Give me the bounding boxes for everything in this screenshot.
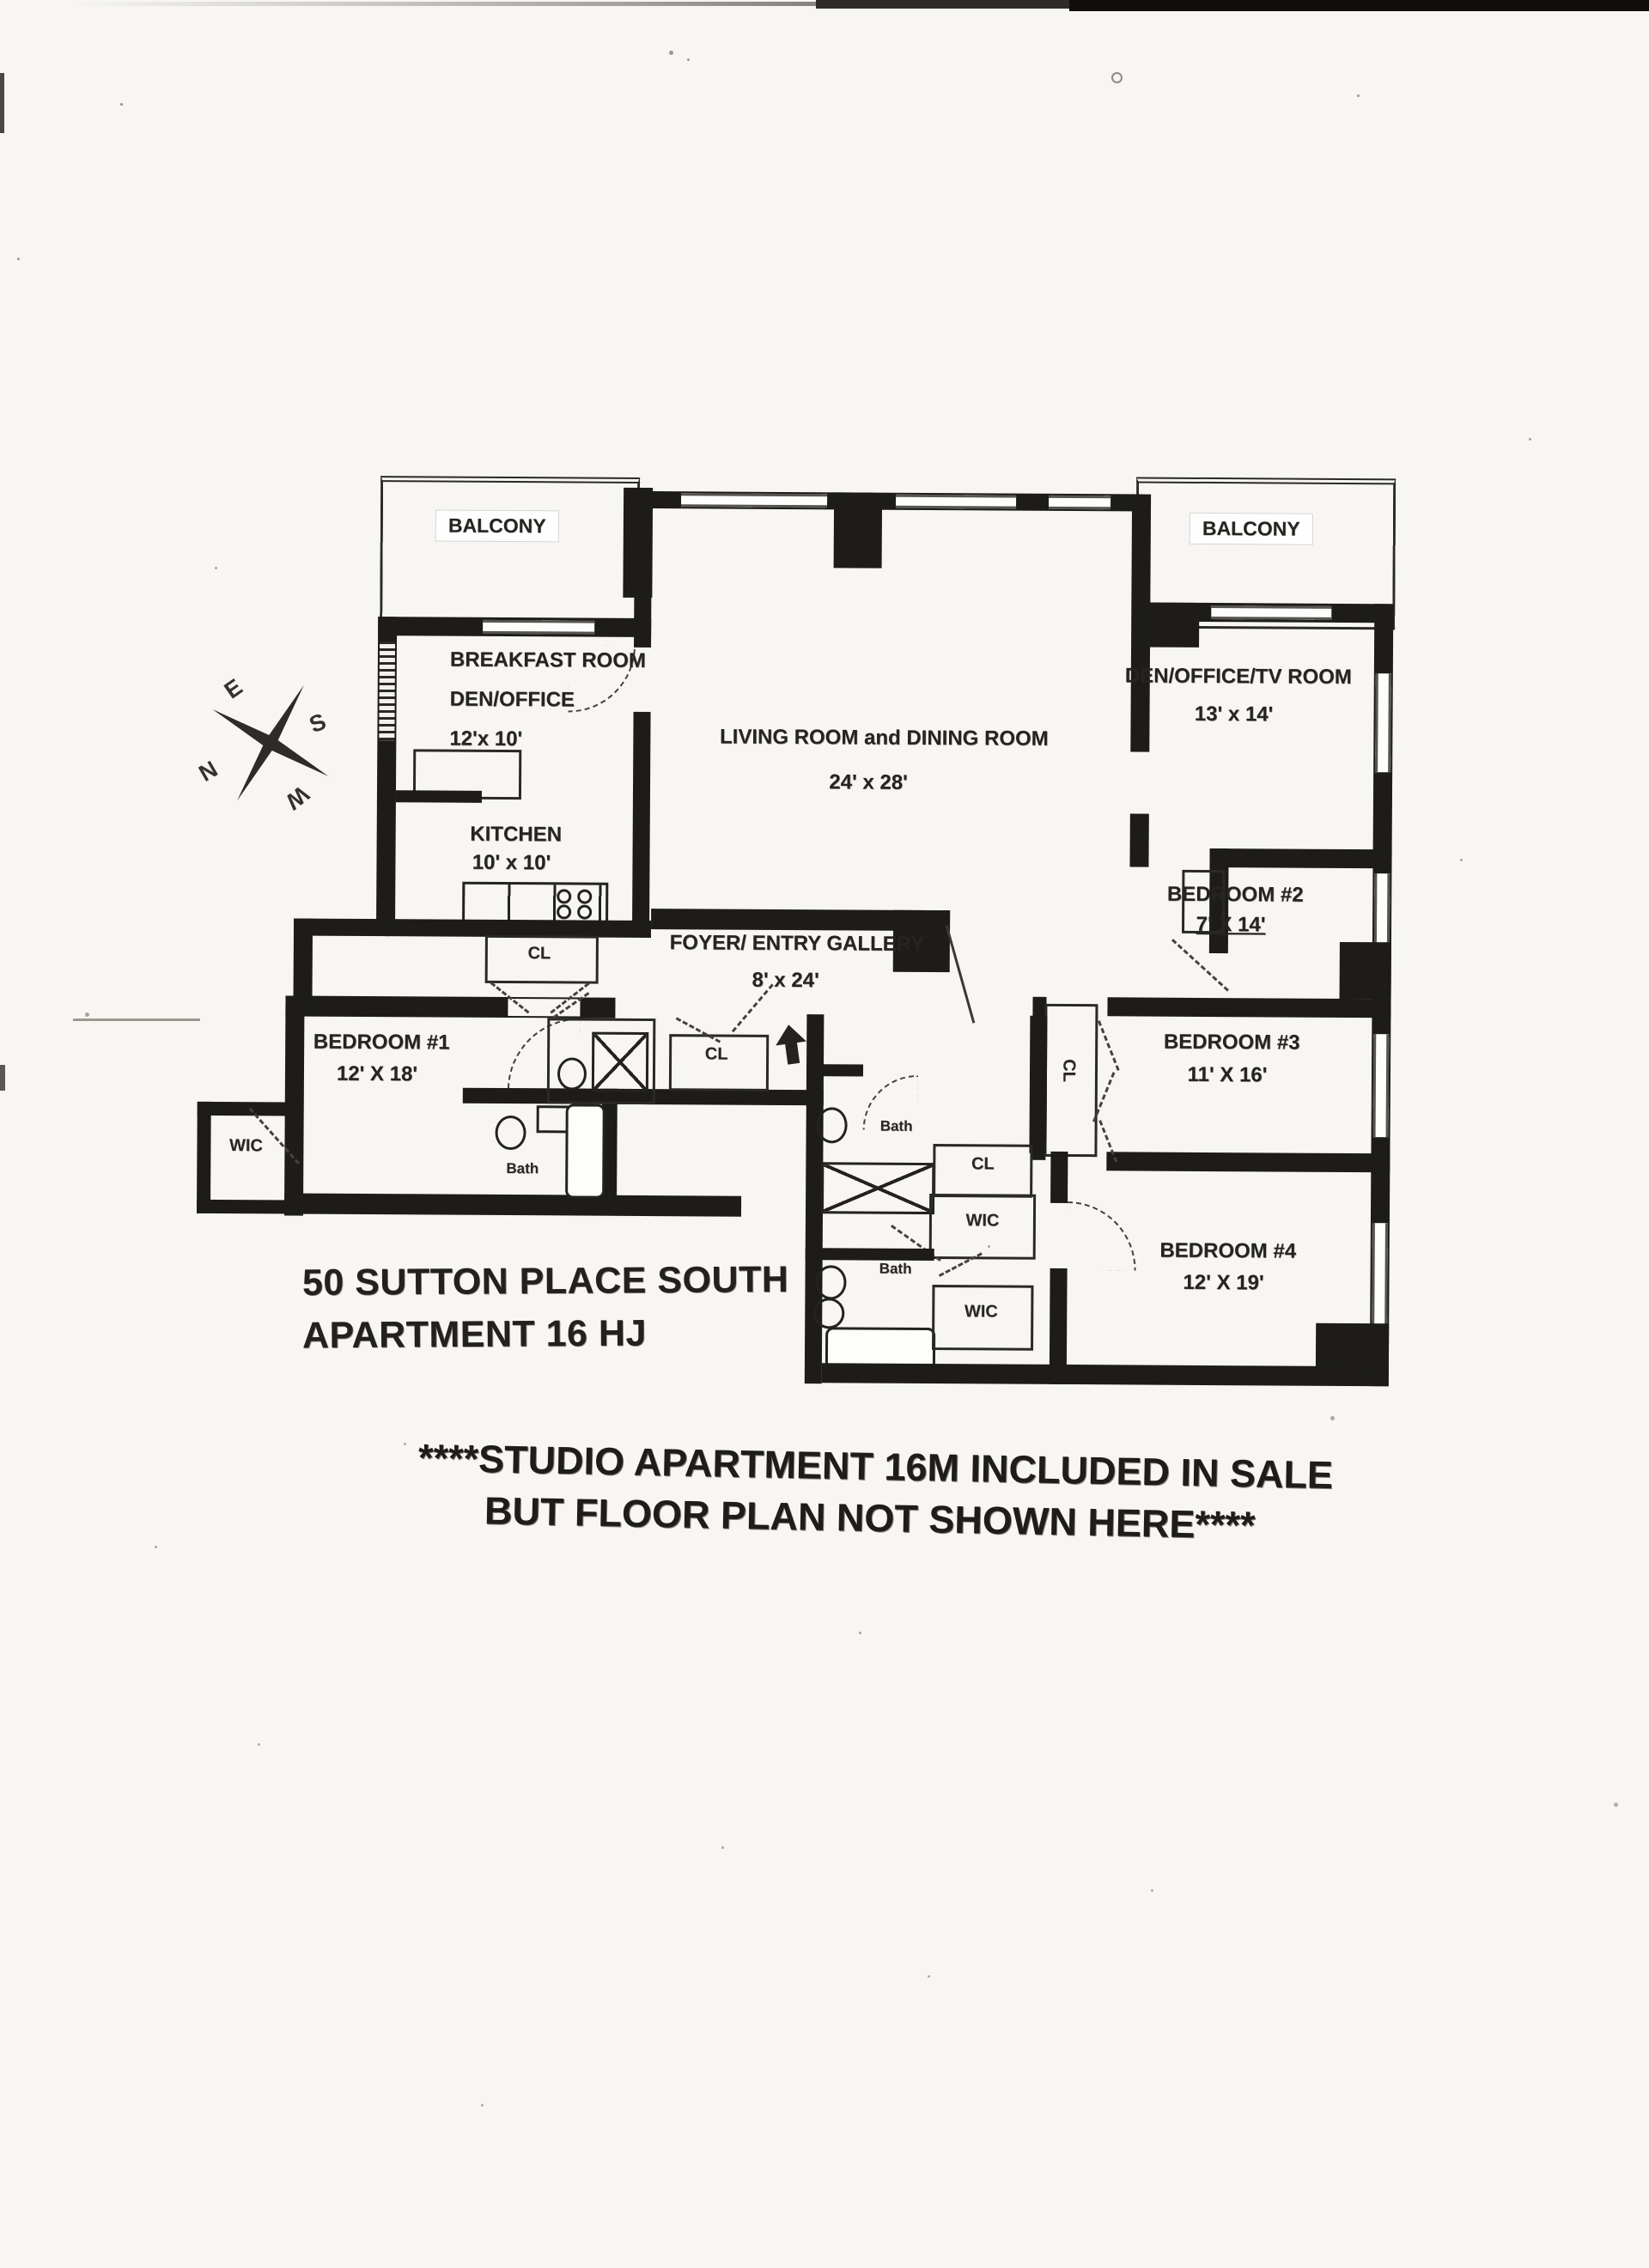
shower-stall: [821, 1162, 934, 1214]
scan-degree-mark: [1111, 72, 1123, 83]
bathtub: [565, 1104, 605, 1198]
address-title-line2: APARTMENT 16 HJ: [301, 1312, 648, 1357]
entry-arrow-icon: [771, 1023, 811, 1067]
balcony-right-label: BALCONY: [1190, 514, 1312, 544]
wall: [396, 790, 482, 803]
kitchen-label: KITCHEN: [470, 822, 563, 847]
scan-artifact-top-fade: [69, 2, 824, 6]
wall: [1050, 1152, 1068, 1203]
bath-label: Bath: [879, 1260, 912, 1277]
compass-west-label: W: [280, 781, 314, 815]
wall: [806, 1064, 863, 1076]
door-leaf: [946, 925, 976, 1023]
wall: [284, 1193, 741, 1216]
wall-pier: [834, 492, 883, 568]
wall: [197, 1200, 293, 1214]
living-room-dims: 24' x 28': [829, 770, 908, 794]
window: [1372, 1223, 1388, 1330]
bedroom4-dims: 12' X 19': [1183, 1270, 1264, 1295]
bath-label: Bath: [879, 1117, 913, 1134]
stove-burner: [577, 905, 592, 920]
wall: [822, 1363, 1389, 1386]
toilet: [557, 1057, 587, 1090]
window: [1211, 605, 1331, 620]
wic-label: WIC: [228, 1136, 263, 1156]
wall: [1129, 813, 1148, 866]
toilet: [815, 1265, 846, 1299]
breakfast-room-label: [449, 648, 646, 752]
living-room-label: LIVING ROOM and DINING ROOM: [719, 725, 1049, 751]
foyer-dims: 8' x 24': [751, 968, 819, 993]
toilet: [816, 1107, 847, 1143]
window: [681, 493, 827, 508]
accordion-door-dashed: [1098, 1020, 1120, 1071]
wic-label: WIC: [965, 1211, 1000, 1231]
wall: [1316, 1323, 1389, 1369]
sale-note-line2: BUT FLOOR PLAN NOT SHOWN HERE****: [484, 1488, 1256, 1547]
shower-or-linen: [592, 1032, 648, 1092]
scan-artifact-left-nub: [0, 1065, 5, 1091]
scan-speckles: [120, 103, 123, 106]
address-title-line1: 50 SUTTON PLACE SOUTH: [301, 1259, 789, 1304]
bedroom1-dims: 12' X 18': [336, 1061, 418, 1086]
scan-artifact-top-mid: [816, 0, 1074, 9]
scan-artifact-top-right: [1069, 0, 1649, 11]
window: [896, 495, 1016, 509]
bedroom4-label: BEDROOM #4: [1159, 1238, 1297, 1263]
balcony-left: [380, 476, 640, 632]
window: [1375, 673, 1391, 772]
wall: [197, 1102, 211, 1213]
compass-north-label: N: [194, 756, 222, 787]
wic-label: WIC: [964, 1302, 998, 1322]
closet-label: CL: [527, 944, 551, 964]
wall: [293, 919, 313, 1001]
compass-east-label: E: [219, 673, 247, 704]
closet-label: CL: [704, 1044, 728, 1064]
wall: [1029, 1016, 1047, 1153]
wall: [1106, 1152, 1390, 1172]
closet-label: CL: [971, 1154, 995, 1174]
wall: [198, 1102, 292, 1116]
scan-artifact-left-edge: [0, 73, 4, 133]
door-arc: [1068, 1201, 1136, 1270]
window: [1049, 496, 1110, 509]
breakfast-line1: BREAKFAST ROOM: [449, 648, 647, 672]
breakfast-dims: 12'x 10': [449, 727, 523, 751]
bedroom3-label: BEDROOM #3: [1163, 1030, 1300, 1055]
foyer-label: FOYER/ ENTRY GALLERY: [669, 931, 925, 956]
wall: [1130, 494, 1151, 751]
den-dims: 13' x 14': [1194, 702, 1274, 727]
kitchen-dims: 10' x 10': [472, 850, 551, 875]
wall: [806, 1248, 934, 1261]
closet-label: CL: [1059, 1059, 1079, 1082]
wall: [634, 593, 651, 648]
wall: [1107, 997, 1390, 1018]
balcony-left-door-window: [483, 620, 594, 635]
toilet: [495, 1116, 526, 1150]
window-hatched: [379, 641, 395, 740]
wall: [1340, 942, 1391, 999]
bedroom3-dims: 11' X 16': [1187, 1062, 1268, 1087]
sale-note-line1: ****STUDIO APARTMENT 16M INCLUDED IN SALE: [417, 1435, 1334, 1498]
den-label: DEN/OFFICE/TV ROOM: [1124, 664, 1352, 690]
balcony-left-label: BALCONY: [436, 511, 558, 542]
stove-burner: [557, 889, 571, 903]
wall: [1209, 848, 1391, 868]
compass-south-label: S: [305, 708, 330, 739]
bath-label: Bath: [506, 1160, 539, 1177]
bedroom2-label: BEDROOM #2: [1166, 882, 1304, 907]
breakfast-line2: DEN/OFFICE: [449, 687, 575, 712]
stove-burner: [557, 904, 571, 919]
window: [1373, 1034, 1390, 1137]
bedroom1-label: BEDROOM #1: [313, 1030, 450, 1055]
bedroom2-dims: 7' X 14': [1196, 912, 1266, 937]
stove-burner: [577, 890, 592, 904]
sink: [813, 1298, 844, 1329]
